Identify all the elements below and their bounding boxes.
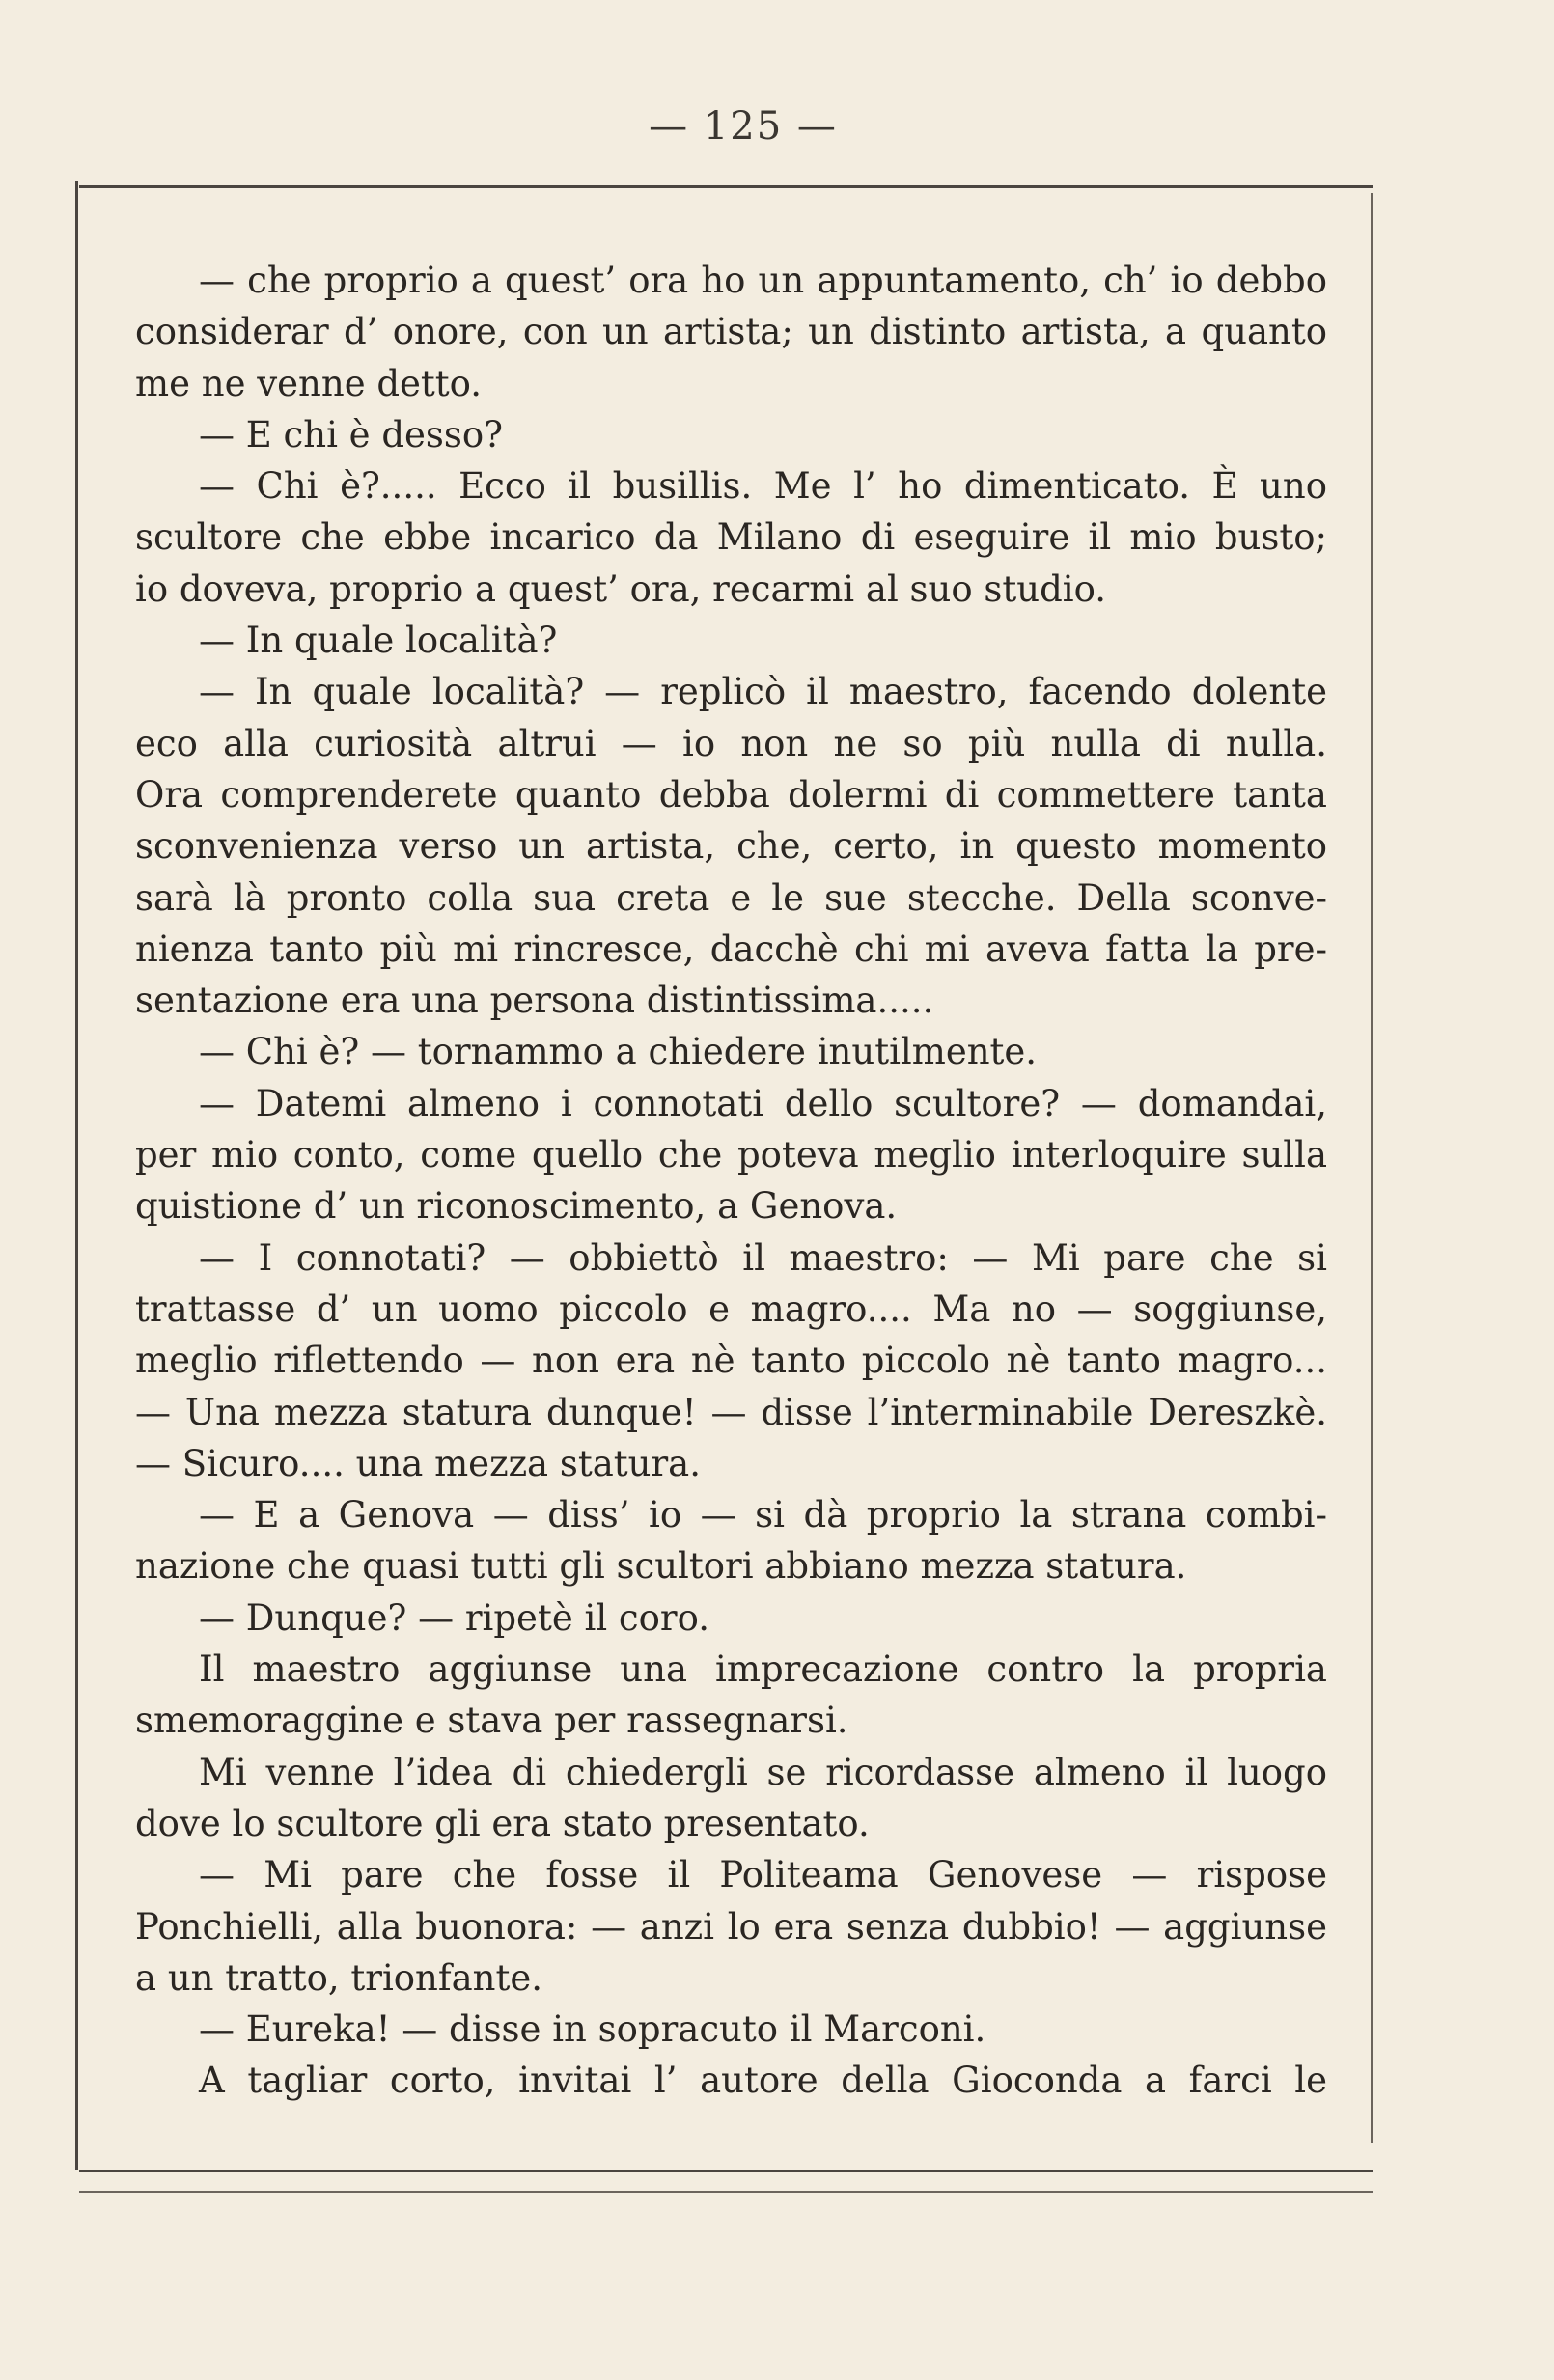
text-line: per mio conto, come quello che poteva meglio interloquire sulla [135, 1134, 1327, 1176]
text-line: dove lo scultore gli era stato presentato. [135, 1802, 870, 1844]
text-line: Il maestro aggiunse una imprecazione contro la propria [199, 1648, 1327, 1691]
text-line: quistione d’ un riconoscimento, a Genova. [135, 1185, 898, 1228]
text-line: Ora comprenderete quanto debba dolermi di commettere tanta [135, 773, 1327, 816]
text-line: Mi venne l’idea di chiedergli se ricordasse almeno il luogo [199, 1751, 1327, 1793]
text-line: sconvenienza verso un artista, che, certo, in questo momento [135, 825, 1327, 868]
text-line: sarà là pronto colla sua creta e le sue stecche. Della sconve- [135, 876, 1327, 919]
text-line: — Dunque? — ripetè il coro. [199, 1596, 709, 1639]
text-line: trattasse d’ un uomo piccolo e magro.... Ma no — soggiunse, [135, 1287, 1327, 1330]
text-line: Ponchielli, alla buonora: — anzi lo era senza dubbio! — aggiunse [135, 1905, 1327, 1948]
text-line: — Chi è? — tornammo a chiedere inutilmente. [199, 1031, 1038, 1073]
page-number: — 125 — [649, 104, 838, 149]
text-line: A tagliar corto, invitai l’ autore della Gioconda a farci le [199, 2060, 1327, 2102]
text-line: — E chi è desso? [199, 413, 504, 456]
text-line: — Datemi almeno i connotati dello scultore? — domandai, [199, 1082, 1327, 1124]
text-line: nazione che quasi tutti gli scultori abbiano mezza statura. [135, 1545, 1187, 1588]
text-line: a un tratto, trionfante. [135, 1956, 542, 1999]
text-line: scultore che ebbe incarico da Milano di eseguire il mio busto; [135, 516, 1327, 559]
text-line: — che proprio a quest’ ora ho un appuntamento, ch’ io debbo [199, 260, 1327, 301]
text-line: — Mi pare che fosse il Politeama Genovese — rispose [199, 1854, 1327, 1896]
frame-bottom-rule-2 [79, 2191, 1373, 2193]
text-line: smemoraggine e stava per rassegnarsi. [135, 1700, 848, 1742]
frame-left-rule [75, 181, 78, 2170]
text-line: eco alla curiosità altrui — io non ne so più nulla di nulla. [135, 722, 1327, 764]
body-text [135, 255, 1327, 2107]
text-line: nienza tanto più mi rincresce, dacchè chi mi aveva fatta la pre- [135, 927, 1327, 970]
text-line: — I connotati? — obbiettò il maestro: — Mi pare che si [199, 1236, 1327, 1279]
text-line: considerar d’ onore, con un artista; un distinto artista, a quanto [135, 311, 1327, 353]
text-line: — In quale località? — replicò il maestro, facendo dolente [199, 671, 1327, 713]
text-line: — Chi è?..... Ecco il busillis. Me l’ ho dimenticato. È uno [199, 465, 1327, 508]
frame-right-rule [1371, 193, 1373, 2143]
text-line: — Eureka! — disse in sopracuto il Marconi. [199, 2008, 986, 2051]
text-line: — In quale località? [199, 620, 558, 662]
text-line: io doveva, proprio a quest’ ora, recarmi al suo studio. [135, 567, 1106, 610]
text-line: — E a Genova — diss’ io — si dà proprio la strana combi- [199, 1494, 1327, 1536]
frame-top-rule [79, 185, 1373, 188]
text-line: sentazione era una persona distintissima..... [135, 980, 934, 1022]
text-line: meglio riflettendo — non era nè tanto piccolo nè tanto magro... [135, 1340, 1327, 1382]
text-line: — Una mezza statura dunque! — disse l’interminabile Dereszkè. [135, 1391, 1327, 1433]
frame-bottom-rule [79, 2170, 1373, 2172]
text-line: — Sicuro.... una mezza statura. [135, 1442, 702, 1484]
text-line: me ne venne detto. [135, 362, 483, 404]
